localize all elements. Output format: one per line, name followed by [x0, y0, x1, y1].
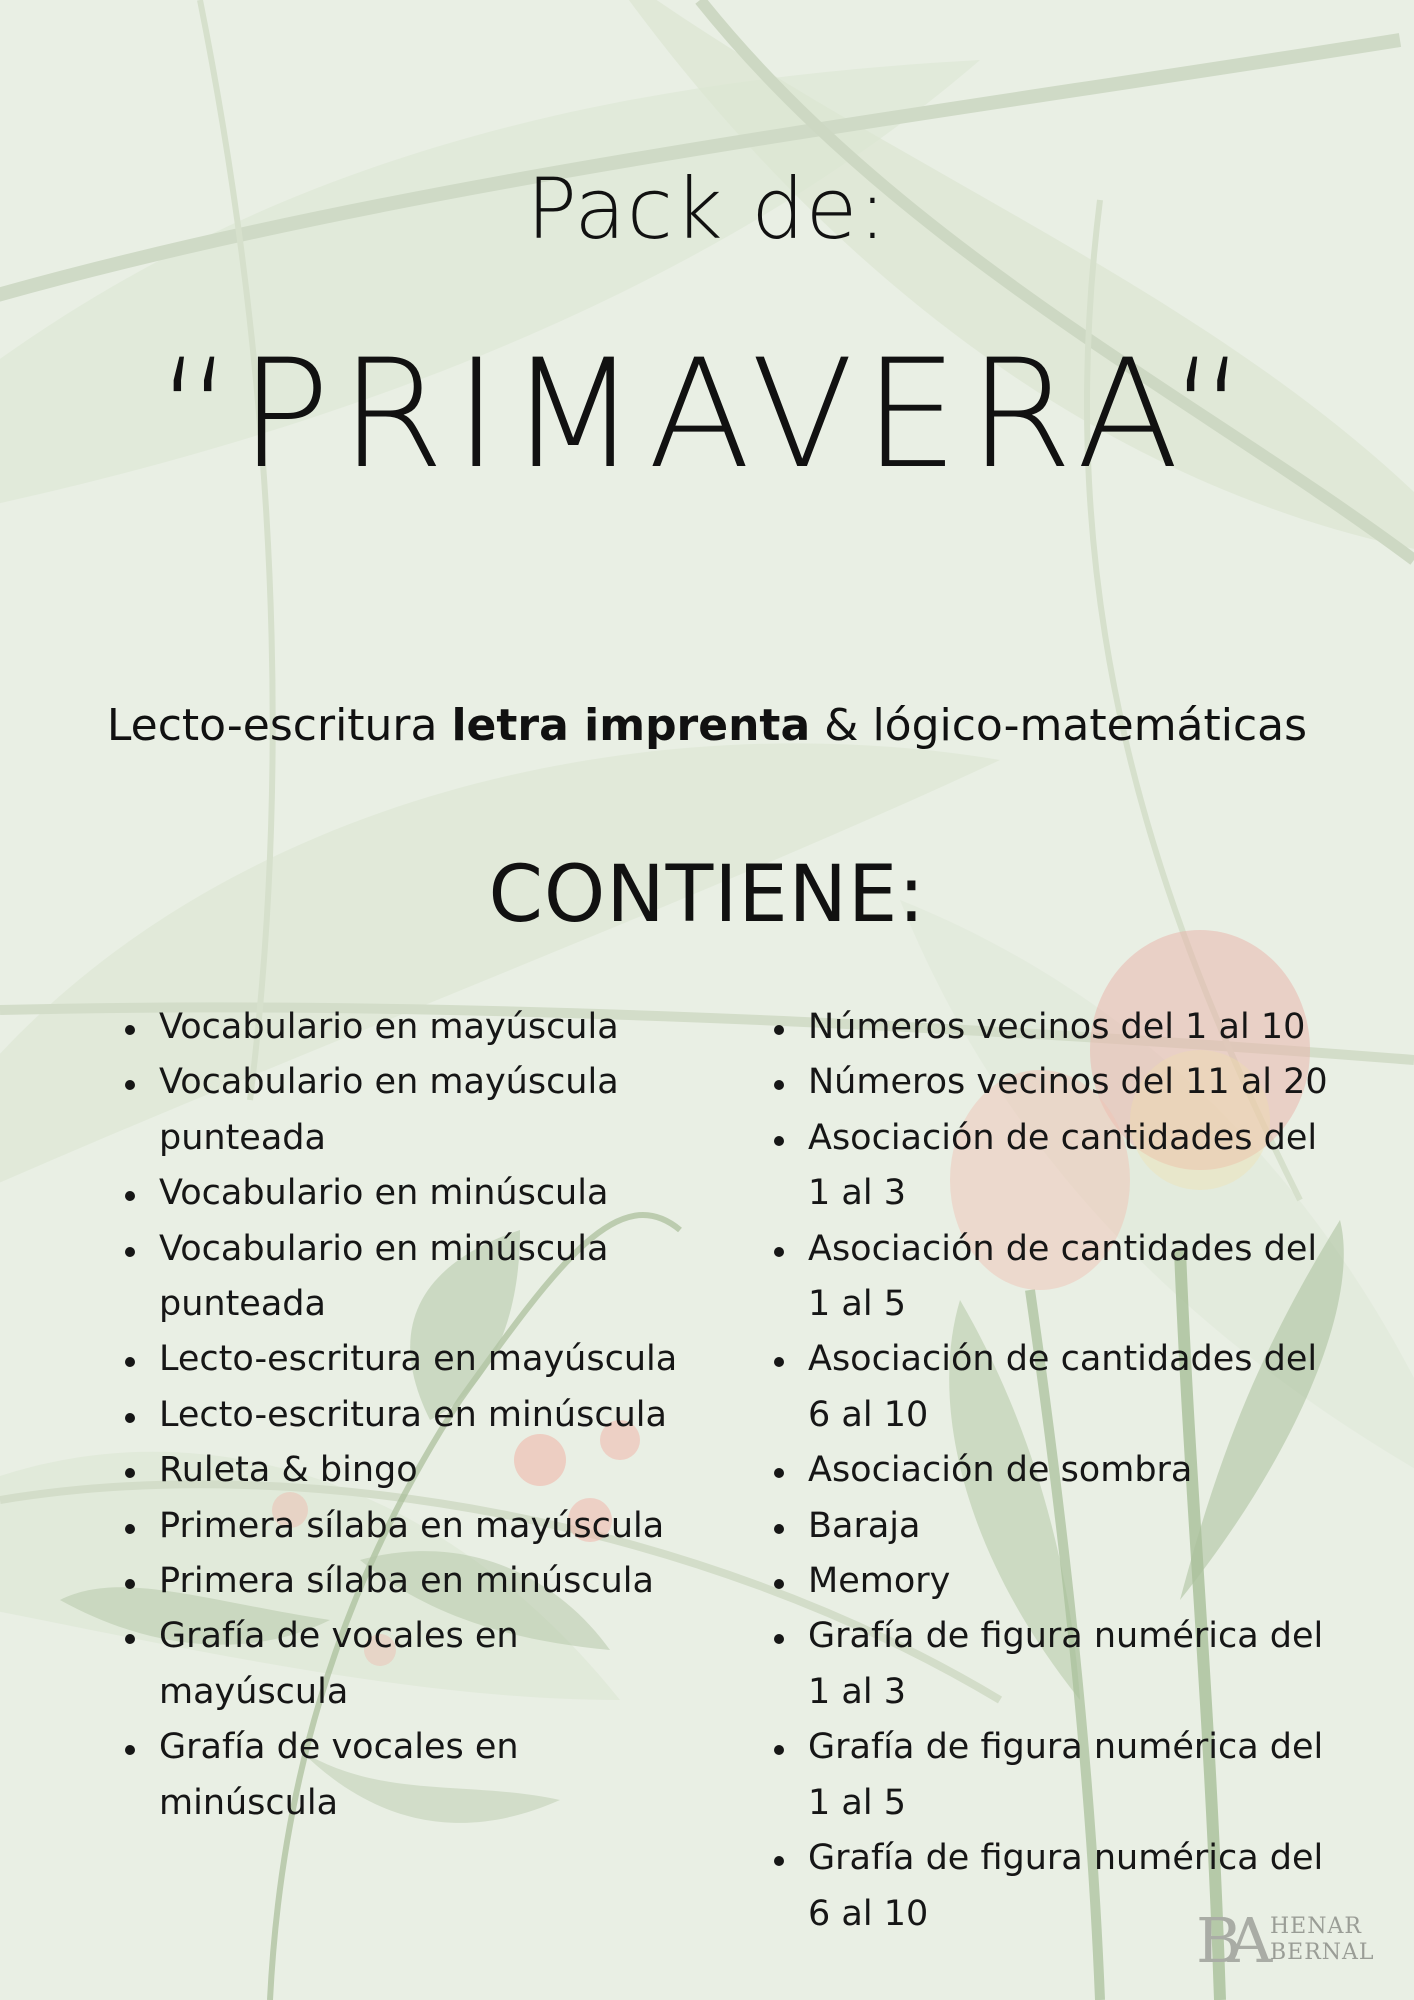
- list-item: Vocabulario en minúscula punteada: [159, 1222, 679, 1333]
- list-item: Asociación de sombra: [808, 1443, 1328, 1498]
- list-item: Grafía de figura numérica del 1 al 3: [808, 1609, 1328, 1720]
- list-item: Lecto-escritura en minúscula: [159, 1388, 679, 1443]
- list-item: Grafía de vocales en minúscula: [159, 1720, 679, 1831]
- left-content-list: [159, 1000, 679, 1831]
- brand-logo: [1196, 1906, 1396, 1976]
- list-item: Números vecinos del 11 al 20: [808, 1055, 1328, 1110]
- right-content-list: [808, 1000, 1328, 1942]
- list-item: Asociación de cantidades del 1 al 5: [808, 1222, 1328, 1333]
- page-title: “PRIMAVERA“: [156, 328, 1258, 502]
- list-item: Lecto-escritura en mayúscula: [159, 1332, 679, 1387]
- logo-name-line-2: BERNAL: [1270, 1940, 1375, 1965]
- list-item: Asociación de cantidades del 1 al 3: [808, 1111, 1328, 1222]
- list-item: Primera sílaba en mayúscula: [159, 1499, 679, 1554]
- list-item: Números vecinos del 1 al 10: [808, 1000, 1328, 1055]
- logo-monogram: BA: [1196, 1904, 1259, 1977]
- section-title: CONTIENE:: [488, 850, 926, 940]
- list-item: Grafía de figura numérica del 6 al 10: [808, 1831, 1328, 1942]
- logo-name: [1270, 1914, 1375, 1966]
- list-item: Memory: [808, 1554, 1328, 1609]
- list-item: Vocabulario en mayúscula: [159, 1000, 679, 1055]
- logo-name-line-1: HENAR: [1270, 1914, 1362, 1939]
- list-item: Primera sílaba en minúscula: [159, 1554, 679, 1609]
- list-item: Vocabulario en mayúscula punteada: [159, 1055, 679, 1166]
- list-item: Ruleta & bingo: [159, 1443, 679, 1498]
- tagline-part-2: & lógico-matemáticas: [810, 700, 1308, 751]
- tagline-part-1: Lecto-escritura: [106, 700, 452, 751]
- list-item: Grafía de vocales en mayúscula: [159, 1609, 679, 1720]
- list-item: Baraja: [808, 1499, 1328, 1554]
- tagline-bold: letra imprenta: [451, 700, 811, 751]
- list-item: Asociación de cantidades del 6 al 10: [808, 1332, 1328, 1443]
- tagline: [0, 700, 1414, 751]
- list-item: Vocabulario en minúscula: [159, 1166, 679, 1221]
- list-item: Grafía de figura numérica del 1 al 5: [808, 1720, 1328, 1831]
- pack-label: Pack de:: [526, 160, 888, 258]
